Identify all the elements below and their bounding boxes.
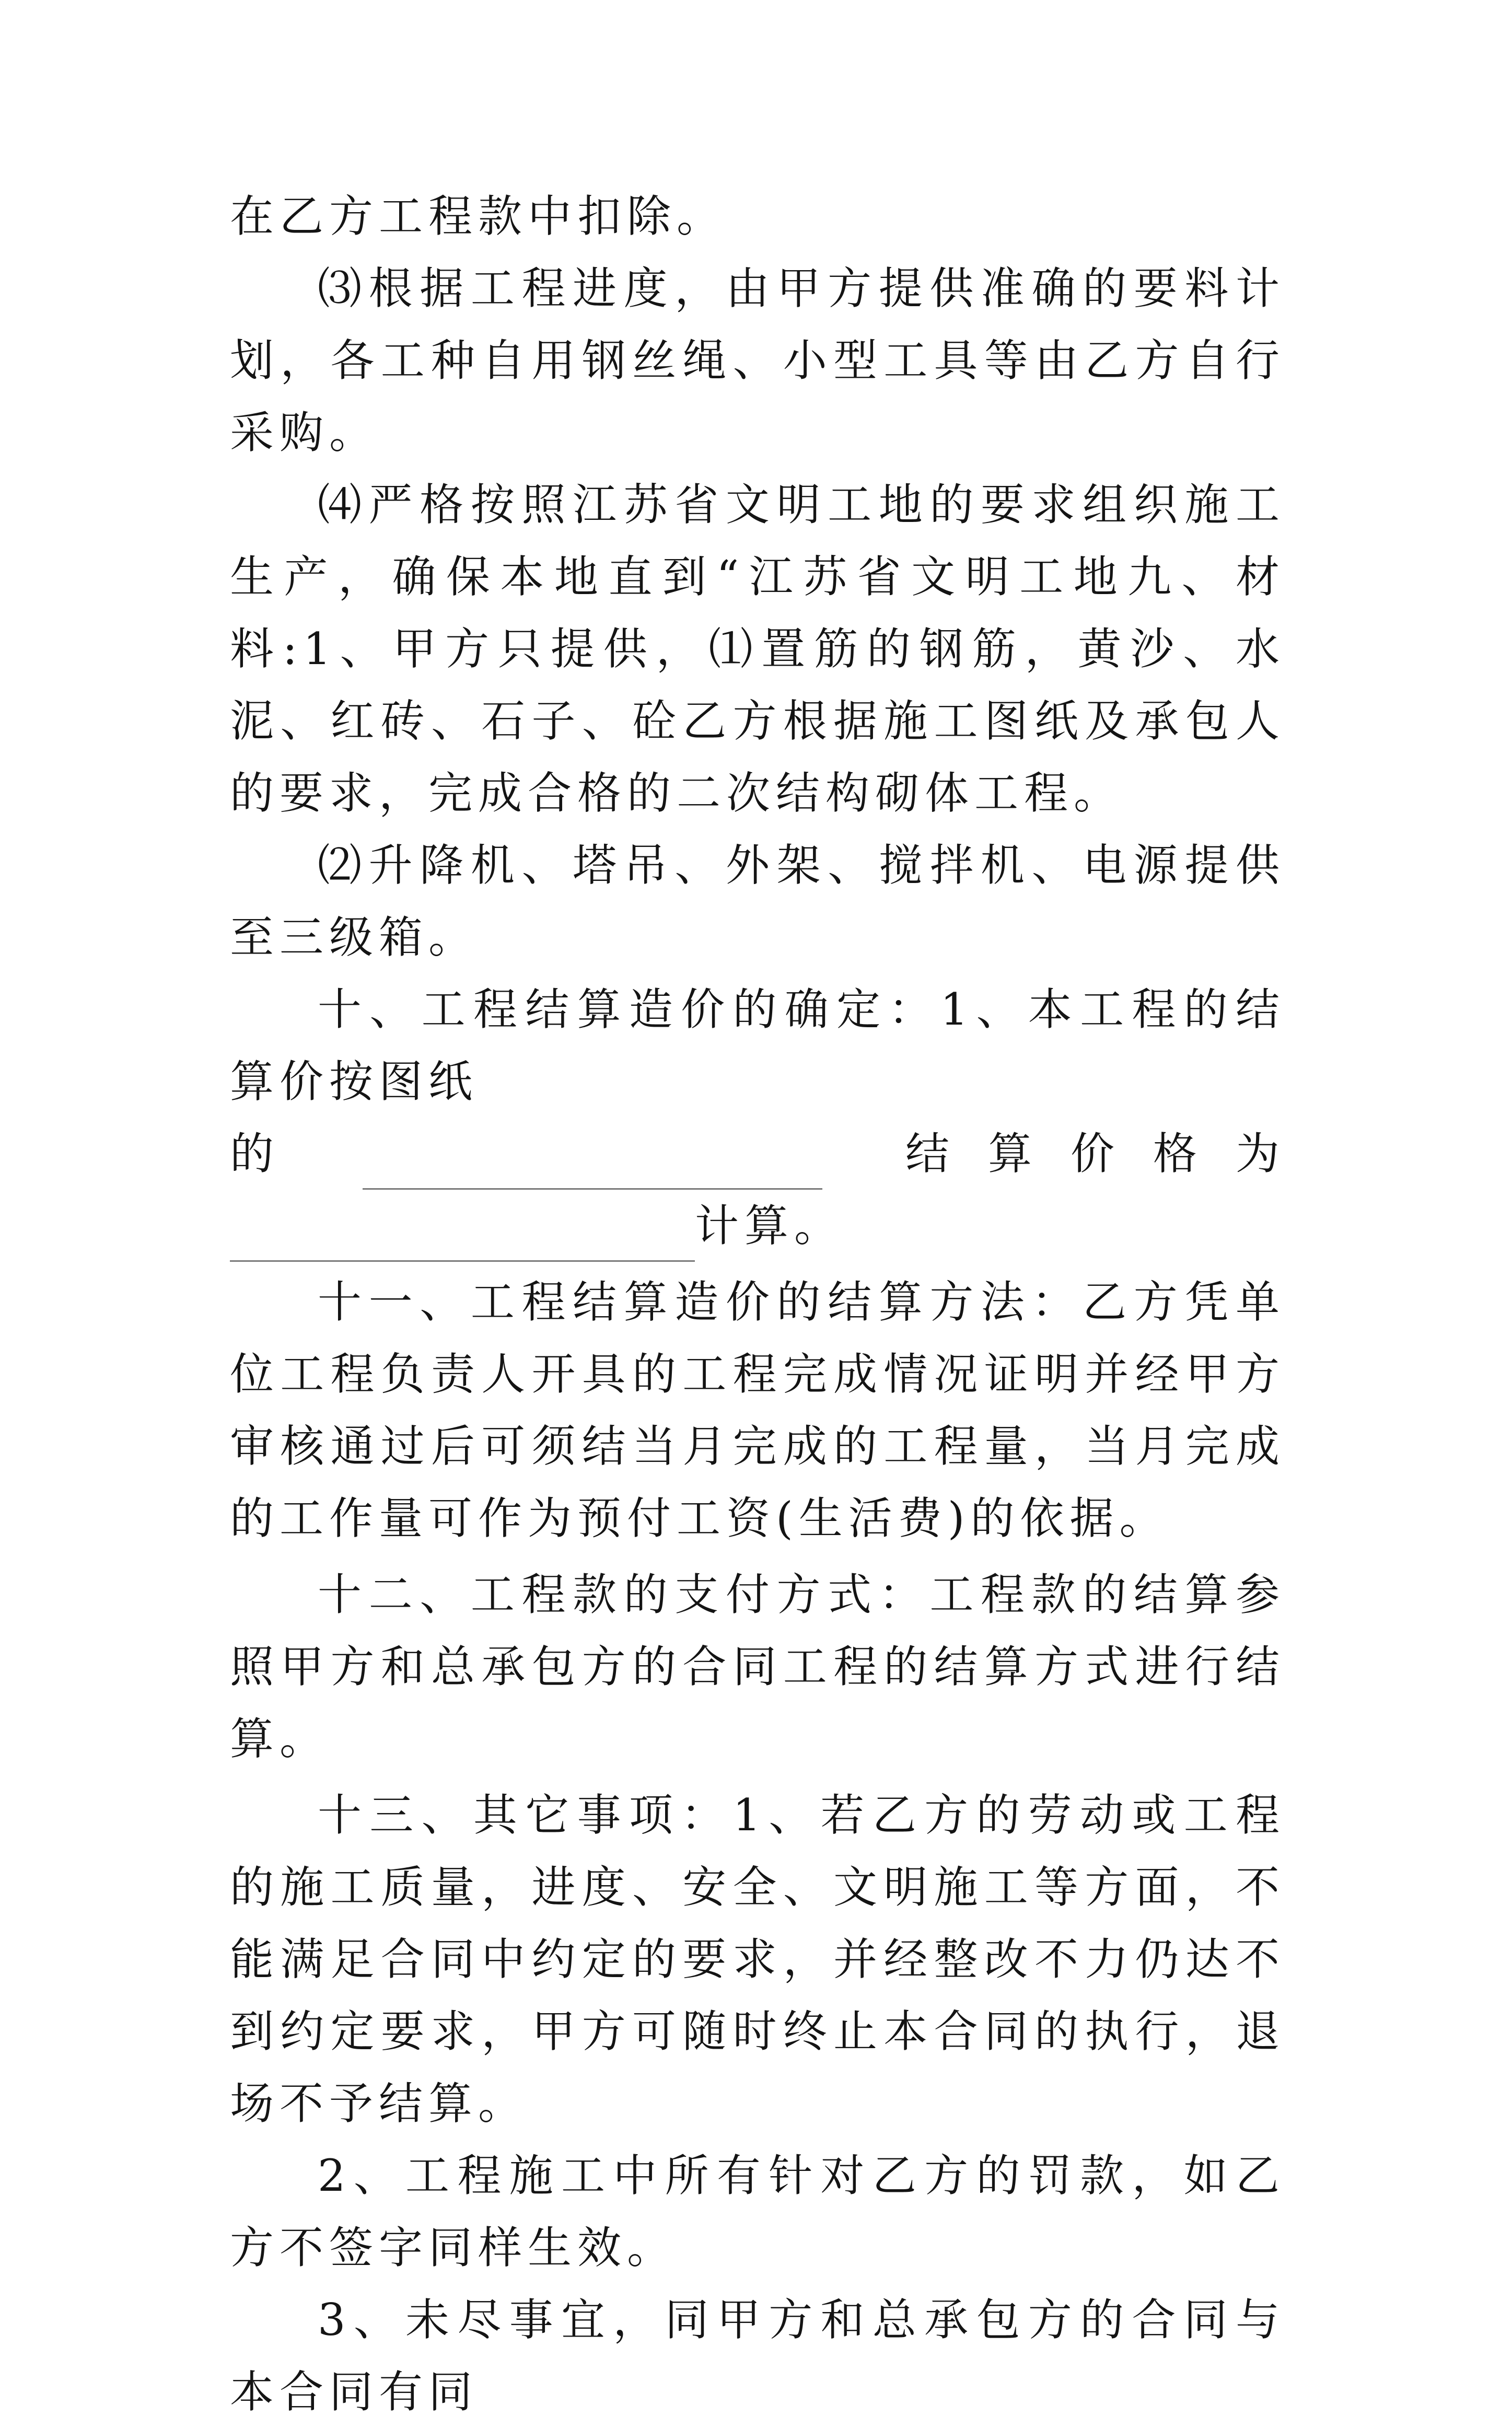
paragraph: 2、工程施工中所有针对乙方的罚款，如乙方不签字同样生效。 — [230, 2150, 1285, 2273]
text-fragment: 的 — [230, 1128, 280, 1179]
fill-in-line — [230, 1118, 1285, 1190]
text-fragment: 算 — [987, 1128, 1038, 1179]
text-fragment: 格 — [1153, 1128, 1203, 1179]
paragraph: ⑷严格按照江苏省文明工地的要求组织施工生产，确保本地直到“江苏省文明工地九、材料:1、甲方只提供，⑴置筋的钢筋，黄沙、水泥、红砖、石子、砼乙方根据施工图纸及承包人的要求，完成合格的二次结构砌体工程。 — [230, 479, 1285, 819]
fill-in-line — [230, 1190, 1285, 1262]
text-fragment: 计算。 — [695, 1200, 844, 1251]
blank-underline — [363, 1140, 822, 1190]
settlement-price-paragraph — [230, 973, 1285, 1262]
paragraph: 3、未尽事宜，同甲方和总承包方的合同与本合同有同 — [230, 2294, 1285, 2418]
paragraph-line: 十、工程结算造价的确定：1、本工程的结算价按图纸 — [230, 984, 1285, 1107]
text-fragment: 为 — [1235, 1128, 1285, 1179]
paragraph: 十二、工程款的支付方式：工程款的结算参照甲方和总承包方的合同工程的结算方式进行结算。 — [230, 1569, 1285, 1764]
paragraph: ⑵升降机、塔吊、外架、搅拌机、电源提供至三级箱。 — [230, 840, 1285, 963]
paragraph: 在乙方工程款中扣除。 — [230, 191, 727, 242]
text-fragment: 价 — [1070, 1128, 1120, 1179]
paragraph: 十一、工程结算造价的结算方法：乙方凭单位工程负责人开具的工程完成情况证明并经甲方审核通过后可须结当月完成的工程量，当月完成的工作量可作为预付工资(生活费)的依据。 — [230, 1276, 1285, 1544]
paragraph: ⑶根据工程进度，由甲方提供准确的要料计划，各工种自用钢丝绳、小型工具等由乙方自行采购。 — [230, 263, 1285, 458]
text-fragment: 结 — [905, 1128, 955, 1179]
paragraph: 十三、其它事项：1、若乙方的劳动或工程的施工质量，进度、安全、文明施工等方面，不能满足合同中约定的要求，并经整改不力仍达不到约定要求，甲方可随时终止本合同的执行，退场不予结算。 — [230, 1790, 1285, 2129]
blank-underline — [230, 1212, 695, 1262]
document-body — [230, 180, 1285, 2428]
